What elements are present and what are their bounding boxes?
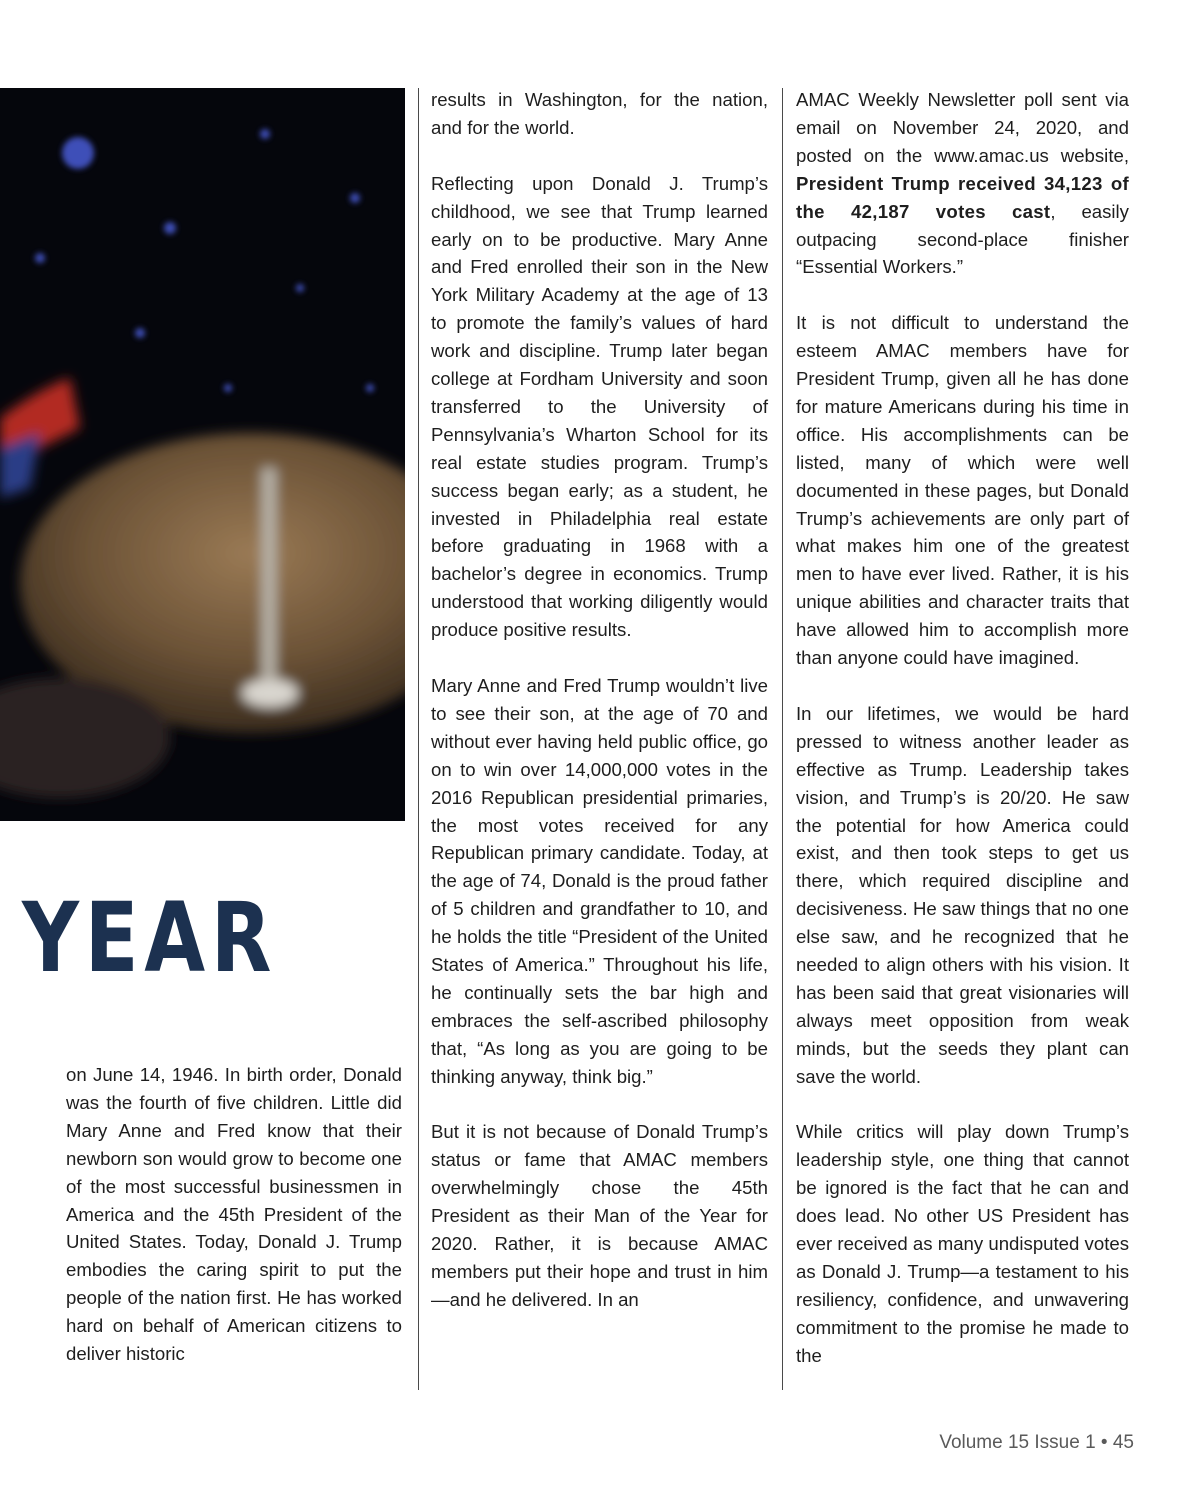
bold-vote-count: President Trump received 34,123 of the 42,187 votes cast: [796, 172, 1129, 222]
headline: YEAR: [22, 882, 278, 994]
paragraph: While critics will play down Trump’s leadership style, one thing that cannot be ignored is the fact that he can and does lead. No other US President has ever received as many undisputed votes as Donald J. Trump—a testament to his resiliency, confidence, and unwavering commitment to the promise he made to the: [796, 1121, 1129, 1366]
paragraph: results in Washington, for the nation, and for the world.: [431, 89, 768, 138]
article-column-3: [796, 86, 1129, 1370]
page-footer: Volume 15 Issue 1 • 45: [939, 1432, 1134, 1453]
paragraph-text: AMAC Weekly Newsletter poll sent via email on November 24, 2020, and posted on the www.amac.us website,: [796, 89, 1129, 166]
paragraph: [796, 86, 1129, 281]
stage-photo: [0, 88, 405, 821]
paragraph: It is not difficult to understand the esteem AMAC members have for President Trump, given all he has done for mature Americans during his time in office. His accomplishments can be listed, many of which were well documented in these pages, but Donald Trump’s achievements are only part of what makes him one of the greatest men to have ever lived. Rather, it is his unique abilities and character traits that have allowed him to accomplish more than anyone could have imagined.: [796, 312, 1129, 669]
blurred-stage-photo-icon: [0, 88, 405, 821]
paragraph: Mary Anne and Fred Trump wouldn’t live to see their son, at the age of 70 and without ever having held public office, go on to win over 14,000,000 votes in the 2016 Republican presidential primaries, the most votes received for any Republican primary candidate. Today, at the age of 74, Donald is the proud father of 5 children and grandfather to 10, and he holds the title “President of the United States of America.” Throughout his life, he continually sets the bar high and embraces the self-ascribed philosophy that, “As long as you are going to be thinking anyway, think big.”: [431, 675, 768, 1087]
paragraph: In our lifetimes, we would be hard pressed to witness another leader as effective as Trump. Leadership takes vision, and Trump’s is 20/20. He saw the potential for how America could exist, and then took steps to get us there, which required discipline and decisiveness. He saw things that no one else saw, and he recognized that he needed to align others with his vision. It has been said that great visionaries will always meet opposition from weak minds, but the seeds they plant can save the world.: [796, 702, 1129, 1087]
paragraph-text: , easily outpacing second-place finisher “Essential Workers.”: [796, 200, 1129, 278]
paragraph: on June 14, 1946. In birth order, Donald was the fourth of five children. Little did Mary Anne and Fred know that their newborn son would grow to become one of the most successful businessmen in America and the 45th President of the United States. Today, Donald J. Trump embodies the caring spirit to put the people of the nation first. He has worked hard on behalf of American citizens to deliver historic: [66, 1064, 402, 1365]
article-column-1: [66, 1061, 402, 1368]
article-column-2: [431, 86, 768, 1314]
paragraph: Reflecting upon Donald J. Trump’s childhood, we see that Trump learned early on to be productive. Mary Anne and Fred enrolled their son in the New York Military Academy at the age of 13 to promote the family’s values of hard work and discipline. Trump later began college at Fordham University and soon transferred to the University of Pennsylvania’s Wharton School for its real estate studies program. Trump’s success began early; as a student, he invested in Philadelphia real estate before graduating in 1968 with a bachelor’s degree in economics. Trump understood that working diligently would produce positive results.: [431, 172, 768, 641]
column-divider: [418, 88, 419, 1390]
column-divider: [782, 88, 783, 1390]
paragraph: But it is not because of Donald Trump’s status or fame that AMAC members overwhelmingly chose the 45th President as their Man of the Year for 2020. Rather, it is because AMAC members put their hope and trust in him—and he delivered. In an: [431, 1121, 768, 1310]
